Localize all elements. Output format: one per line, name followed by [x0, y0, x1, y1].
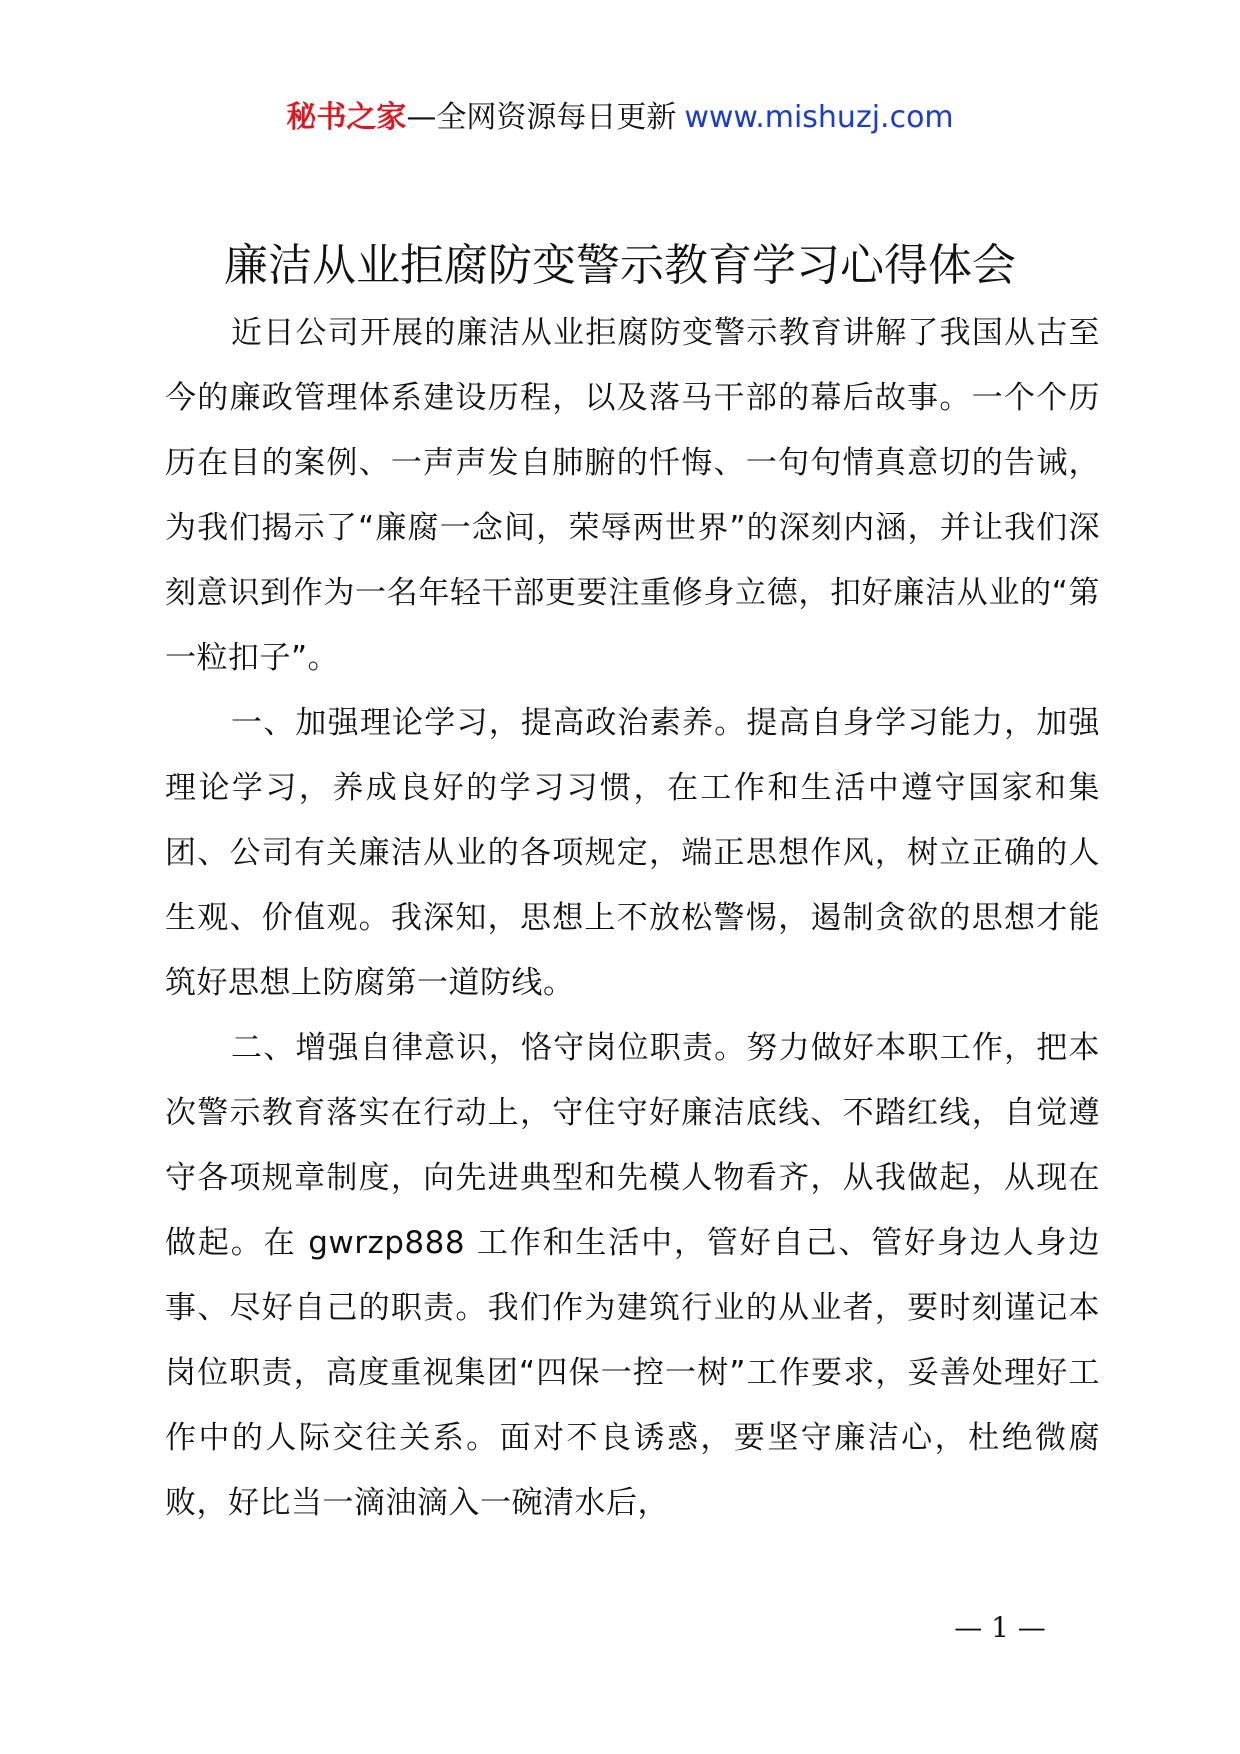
paragraph-section-2: 二、增强自律意识，恪守岗位职责。努力做好本职工作，把本次警示教育落实在行动上，守住守好廉洁底线、不踏红线，自觉遵守各项规章制度，向先进典型和先模人物看齐，从我做起，从现在做起。在 gwrzp888 工作和生活中，管好自己、管好身边人身边事、尽好自己的职责。我们作为建筑行业的从业者，要时刻谨记本岗位职责，高度重视集团“四保一控一树”工作要求，妥善处理好工作中的人际交往关系。面对不良诱惑，要坚守廉洁心，杜绝微腐败，好比当一滴油滴入一碗清水后，: [165, 1030, 1100, 1521]
header-tagline: —全网资源每日更新: [406, 100, 677, 135]
brand-name: 秘书之家: [286, 100, 407, 135]
document-body: [165, 301, 1100, 1536]
paragraph-section-1: 一、加强理论学习，提高政治素养。提高自身学习能力，加强理论学习，养成良好的学习习惯，在工作和生活中遵守国家和集团、公司有关廉洁从业的各项规定，端正思想作风，树立正确的人生观、价值观。我深知，思想上不放松警惕，遏制贪欲的思想才能筑好思想上防腐第一道防线。: [165, 705, 1100, 1001]
paragraph-intro: 近日公司开展的廉洁从业拒腐防变警示教育讲解了我国从古至今的廉政管理体系建设历程，以及落马干部的幕后故事。一个个历历在目的案例、一声声发自肺腑的忏悔、一句句情真意切的告诫，为我们揭示了“廉腐一念间，荣辱两世界”的深刻内涵，并让我们深刻意识到作为一名年轻干部更要注重修身立德，扣好廉洁从业的“第一粒扣子”。: [165, 315, 1100, 676]
document-title: 廉洁从业拒腐防变警示教育学习心得体会: [224, 240, 1016, 291]
header-banner: [0, 98, 1240, 138]
page-number: — 1 —: [954, 1611, 1046, 1644]
site-url-link[interactable]: www.mishuzj.com: [684, 100, 954, 135]
